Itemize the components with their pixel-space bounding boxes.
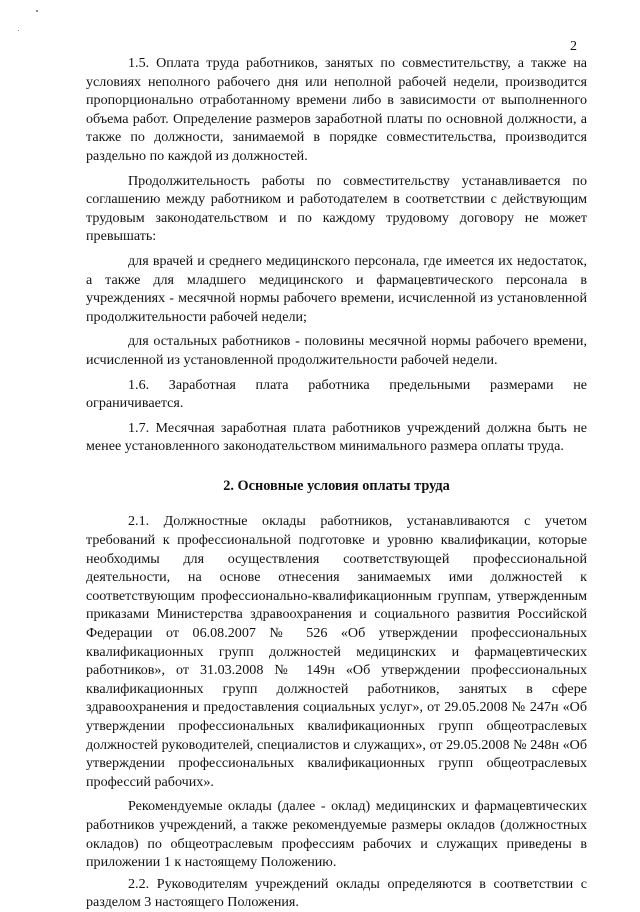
paragraph-doctors-nurses: для врачей и среднего медицинского персонала, где имеется их недостаток, а также для младшего медицинского и фармацевтического персонала в учреждениях - месячной нормы рабочего времени, исчисленной из установленной продолжительности рабочей недели; [86, 252, 587, 325]
paragraph-recommended-salaries: Рекомендуемые оклады (далее - оклад) медицинских и фармацевтических работников учреждений, а также рекомендуемые размеры окладов (должностных окладов) по общеотраслевым профессиям рабочих и служащих приведены в приложении 1 к настоящему Положению. [86, 798, 587, 871]
scan-speck [36, 10, 38, 12]
paragraph-1-5: 1.5. Оплата труда работников, занятых по совместительству, а также на условиях неполного рабочего дня или неполной рабочей недели, производится пропорционально отработанному времени либо в зависимости от выполненного объема работ. Определение размеров заработной платы по основной должности, а также по должности, занимаемой в порядке совместительства, производится раздельно по каждой из должностей. [86, 55, 587, 164]
paragraph-2-2: 2.2. Руководителям учреждений оклады определяются в соответствии с разделом 3 настоящего Положения. [86, 875, 587, 911]
section-heading: 2. Основные условия оплаты труда [223, 477, 450, 494]
paragraph-2-1: 2.1. Должностные оклады работников, устанавливаются с учетом требований к профессиональной подготовке и уровню квалификации, которые необходимы для осуществления соответствующей профессиональной деятельности, на основе отнесения занимаемых ими должностей к соответствующим профессионально-квалификационным группам, утвержденным приказами Министерства здравоохранения и социального развития Российской Федерации от 06.08.2007 № 526 «Об утверждении профессиональных квалификационных групп должностей медицинских и фармацевтических работников», от 31.03.2008 № 149н «Об утверждении профессиональных квалификационных групп должностей работников, занятых в сфере здравоохранения и предоставления социальных услуг», от 29.05.2008 № 247н «Об утверждении профессиональных квалификационных групп общеотраслевых должностей руководителей, специалистов и служащих», от 29.05.2008 № 248н «Об утверждении профессиональных квалификационных групп общеотраслевых профессий рабочих». [86, 513, 587, 790]
page-number: 2 [570, 39, 577, 54]
paragraph-other-workers: для остальных работников - половины месячной нормы рабочего времени, исчисленной из установленной продолжительности рабочей недели. [86, 333, 587, 368]
document-body [86, 54, 587, 912]
paragraph-1-6: 1.6. Заработная плата работника предельными размерами не ограничивается. [86, 376, 587, 412]
scan-speck [18, 30, 19, 31]
paragraph-part-time-duration: Продолжительность работы по совместительству устанавливается по соглашению между работником и работодателем в соответствии с действующим трудовым законодательством и по каждому трудовому договору не может превышать: [86, 172, 587, 245]
paragraph-1-7: 1.7. Месячная заработная плата работников учреждений должна быть не менее установленного законодательством минимального размера оплаты труда. [86, 419, 587, 455]
